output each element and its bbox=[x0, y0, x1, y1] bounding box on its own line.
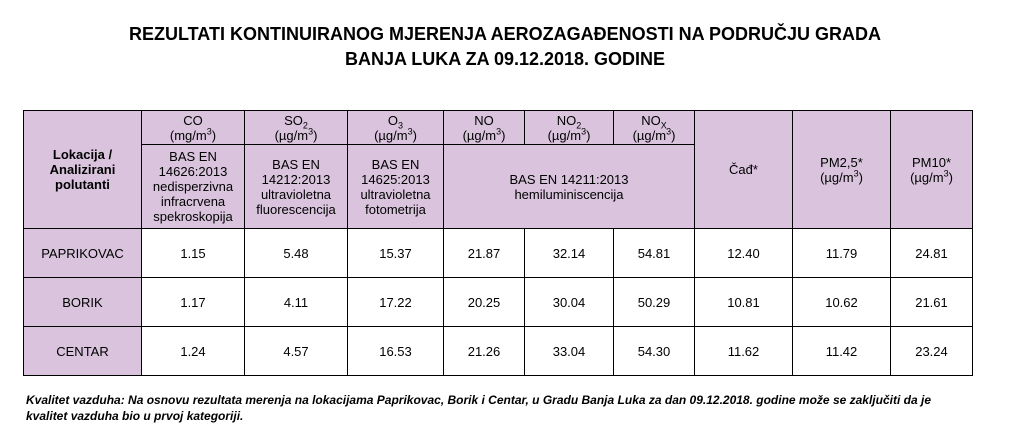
method-so2: BAS EN 14212:2013 ultravioletna fluorescencija bbox=[245, 145, 348, 229]
corner-label-line2: Analizirani bbox=[49, 162, 116, 177]
value-cell: 30.04 bbox=[525, 278, 614, 327]
value-cell: 24.81 bbox=[891, 229, 973, 278]
value-cell: 15.37 bbox=[348, 229, 444, 278]
value-cell: 11.42 bbox=[793, 327, 891, 376]
corner-header bbox=[24, 111, 142, 229]
value-cell: 21.61 bbox=[891, 278, 973, 327]
method-o3: BAS EN 14625:2013 ultravioletna fotometrija bbox=[348, 145, 444, 229]
title-line-1: REZULTATI KONTINUIRANOG MJERENJA AEROZAGAĐENOSTI NA PODRUČJU GRADA bbox=[128, 24, 881, 44]
value-cell: 4.11 bbox=[245, 278, 348, 327]
value-cell: 10.81 bbox=[695, 278, 793, 327]
value-cell: 16.53 bbox=[348, 327, 444, 376]
page-title bbox=[0, 22, 1010, 72]
method-co: BAS EN 14626:2013 nedisperzivna infracrvena spekroskopija bbox=[142, 145, 245, 229]
header-pm10: PM10* $(\mu g/m^3)$ bbox=[891, 111, 973, 229]
table-row bbox=[24, 278, 973, 327]
value-cell: 10.62 bbox=[793, 278, 891, 327]
value-cell: 4.57 bbox=[245, 327, 348, 376]
value-cell: 21.87 bbox=[444, 229, 525, 278]
value-cell: 50.29 bbox=[614, 278, 695, 327]
air-quality-note: Kvalitet vazduha: Na osnovu rezultata merenja na lokacijama Paprikovac, Borik i Centar, u Gradu Banja Luka za dan 09.12.2018. godine može se zaključiti da je kvalitet vazduha bio u prvoj kategoriji. bbox=[26, 393, 931, 423]
header-co: CO $(mg/m^3)$ bbox=[142, 111, 245, 145]
value-cell: 23.24 bbox=[891, 327, 973, 376]
title-line-2: BANJA LUKA ZA 09.12.2018. GODINE bbox=[344, 49, 666, 69]
value-cell: 21.26 bbox=[444, 327, 525, 376]
value-cell: 54.81 bbox=[614, 229, 695, 278]
corner-label-line3: polutanti bbox=[55, 177, 110, 192]
corner-label-line1: Lokacija / bbox=[52, 147, 113, 162]
value-cell: 33.04 bbox=[525, 327, 614, 376]
header-no2: $NO_2$ $(\mu g/m^3)$ bbox=[525, 111, 614, 145]
header-o3: $O_3$ $(\mu g/m^3)$ bbox=[348, 111, 444, 145]
value-cell: 5.48 bbox=[245, 229, 348, 278]
header-pm25: PM2,5* $(\mu g/m^3)$ bbox=[793, 111, 891, 229]
value-cell: 32.14 bbox=[525, 229, 614, 278]
measurement-table bbox=[23, 110, 973, 376]
location-cell: PAPRIKOVAC bbox=[24, 229, 142, 278]
value-cell: 1.17 bbox=[142, 278, 245, 327]
value-cell: 11.62 bbox=[695, 327, 793, 376]
value-cell: 17.22 bbox=[348, 278, 444, 327]
value-cell: 1.24 bbox=[142, 327, 245, 376]
location-cell: BORIK bbox=[24, 278, 142, 327]
table-row bbox=[24, 229, 973, 278]
location-cell: CENTAR bbox=[24, 327, 142, 376]
value-cell: 1.15 bbox=[142, 229, 245, 278]
method-nox-group: BAS EN 14211:2013 hemiluminiscencija bbox=[444, 145, 695, 229]
header-nox: $NO_X$ $(\mu g/m^3)$ bbox=[614, 111, 695, 145]
value-cell: 11.79 bbox=[793, 229, 891, 278]
header-no: NO $(\mu g/m^3)$ bbox=[444, 111, 525, 145]
header-so2: $SO_2$ $(\mu g/m^3)$ bbox=[245, 111, 348, 145]
header-cad: Čađ* bbox=[695, 111, 793, 229]
value-cell: 12.40 bbox=[695, 229, 793, 278]
value-cell: 54.30 bbox=[614, 327, 695, 376]
table-row bbox=[24, 327, 973, 376]
value-cell: 20.25 bbox=[444, 278, 525, 327]
